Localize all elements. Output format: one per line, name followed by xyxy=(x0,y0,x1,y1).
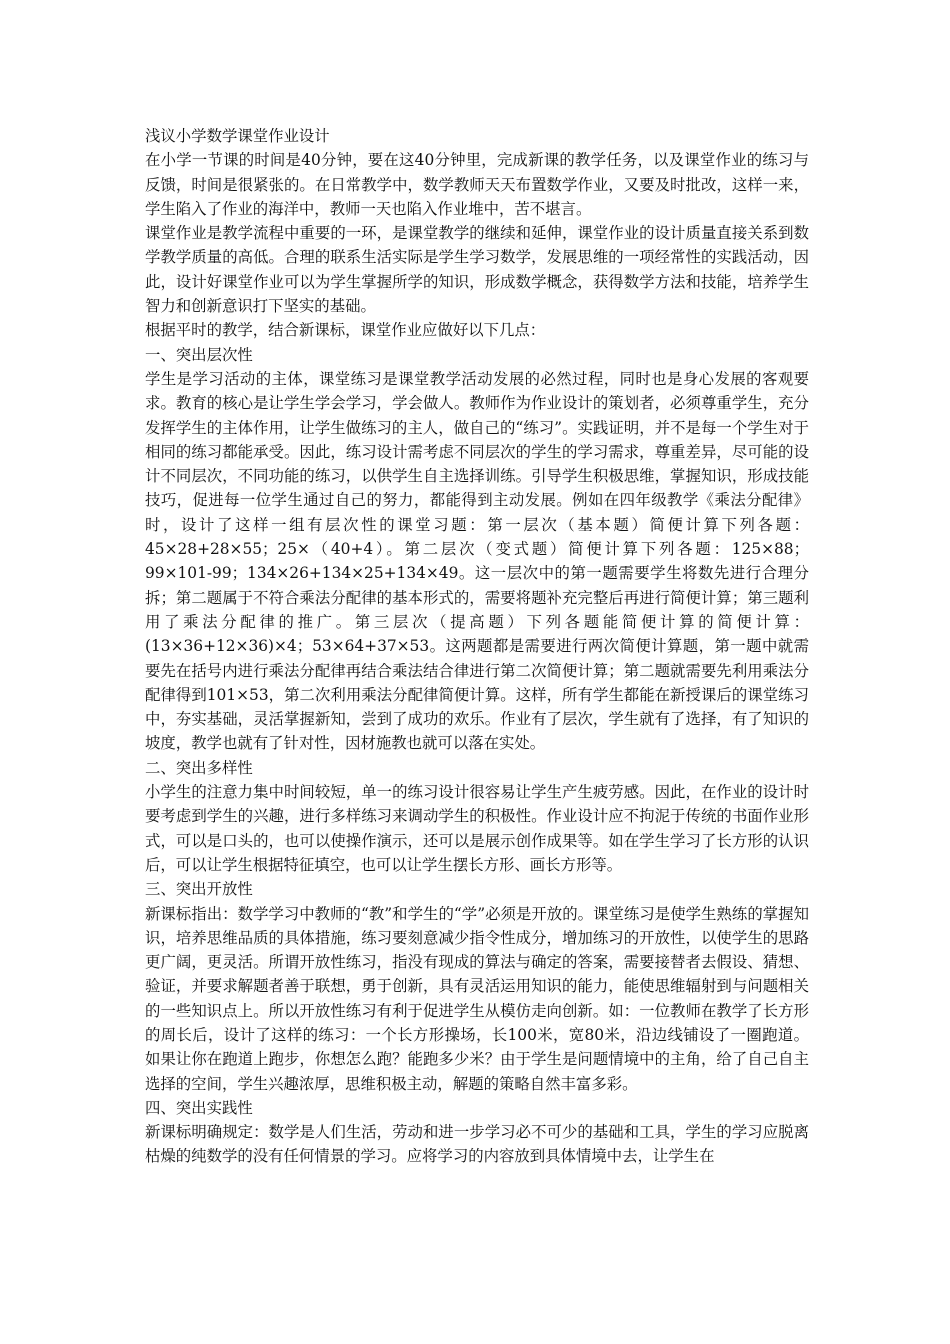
intro-paragraph-2: 课堂作业是教学流程中重要的一环，是课堂教学的继续和延伸，课堂作业的设计质量直接关系到数学教学质量的高低。合理的联系生活实际是学生学习数学，发展思维的一项经常性的实践活动，因此，设计好课堂作业可以为学生掌握所学的知识，形成数学概念，获得数学方法和技能，培养学生智力和创新意识打下坚实的基础。 xyxy=(145,224,809,316)
document-page xyxy=(145,124,809,1169)
section-1-heading: 一、突出层次性 xyxy=(145,345,253,364)
document-title: 浅议小学数学课堂作业设计 xyxy=(145,127,330,145)
section-2-heading: 二、突出多样性 xyxy=(145,758,253,777)
section-4-text: 新课标明确规定：数学是人们生活，劳动和进一步学习必不可少的基础和工具，学生的学习应脱离枯燥的纯数学的没有任何情景的学习。应将学习的内容放到具体情境中去，让学生在 xyxy=(145,1123,809,1166)
section-2-text: 小学生的注意力集中时间较短，单一的练习设计很容易让学生产生疲劳感。因此，在作业的设计时要考虑到学生的兴趣，进行多样练习来调动学生的积极性。作业设计应不拘泥于传统的书面作业形式，可以是口头的，也可以使操作演示，还可以是展示创作成果等。如在学生学习了长方形的认识后，可以让学生根据特征填空，也可以让学生摆长方形、画长方形等。 xyxy=(145,783,809,874)
section-4-heading: 四、突出实践性 xyxy=(145,1098,253,1117)
section-1-text: 学生是学习活动的主体，课堂练习是课堂教学活动发展的必然过程，同时也是身心发展的客观要求。教育的核心是让学生学会学习，学会做人。教师作为作业设计的策划者，必须尊重学生，充分发挥学生的主体作用，让学生做练习的主人，做自己的“练习”。实践证明，并不是每一个学生对于相同的练习都能承受。因此，练习设计需考虑不同层次的学生的学习需求，尊重差异，尽可能的设计不同层次，不同功能的练习，以供学生自主选择训练。引导学生积极思维，掌握知识，形成技能技巧，促进每一位学生通过自己的努力，都能得到主动发展。例如在四年级教学《乘法分配律》时，设计了这样一组有层次性的课堂习题：第一层次（基本题）简便计算下列各题：45×28+28×55；25×（40+4）。第二层次（变式题）简便计算下列各题：125×88；99×101-99；134×26+134×25+134×49。这一层次中的第一题需要学生将数先进行合理分拆；第二题属于不符合乘法分配律的基本形式的，需要将题补充完整后再进行简便计算；第三题利用了乘法分配律的推广。第三层次（提高题）下列各题能简便计算的简便计算：(13×36+12×36)×4；53×64+37×53。这两题都是需要进行两次简便计算题，第一题中就需要先在括号内进行乘法分配律再结合乘法结合律进行第二次简便计算；第二题就需要先利用乘法分配律得到101×53，第二次利用乘法分配律简便计算。这样，所有学生都能在新授课后的课堂练习中，夯实基础，灵活掌握新知，尝到了成功的欢乐。作业有了层次，学生就有了选择，有了知识的坡度，教学也就有了针对性，因材施教也就可以落在实处。 xyxy=(145,369,809,753)
section-3-text: 新课标指出：数学学习中教师的“教”和学生的“学”必须是开放的。课堂练习是使学生熟练的掌握知识，培养思维品质的具体措施，练习要刻意减少指令性成分，增加练习的开放性，以使学生的思路更广阔，更灵活。所谓开放性练习，指没有现成的算法与确定的答案，需要接替者去假设、猜想、验证，并要求解题者善于联想，勇于创新，具有灵活运用知识的能力，能使思维辐射到与问题相关的一些知识点上。所以开放性练习有利于促进学生从模仿走向创新。如：一位教师在教学了长方形的周长后，设计了这样的练习：一个长方形操场，长100米，宽80米，沿边线铺设了一圈跑道。如果让你在跑道上跑步，你想怎么跑？能跑多少米？由于学生是问题情境中的主角，给了自己自主选择的空间，学生兴趣浓厚，思维积极主动，解题的策略自然丰富多彩。 xyxy=(145,904,809,1093)
section-3-heading: 三、突出开放性 xyxy=(145,880,253,899)
intro-paragraph-1: 在小学一节课的时间是40分钟，要在这40分钟里，完成新课的教学任务，以及课堂作业的练习与反馈，时间是很紧张的。在日常教学中，数学教师天天布置数学作业，又要及时批改，这样一来，学生陷入了作业的海洋中，教师一天也陷入作业堆中，苦不堪言。 xyxy=(145,151,809,218)
intro-paragraph-3: 根据平时的教学，结合新课标，课堂作业应做好以下几点： xyxy=(145,321,546,340)
